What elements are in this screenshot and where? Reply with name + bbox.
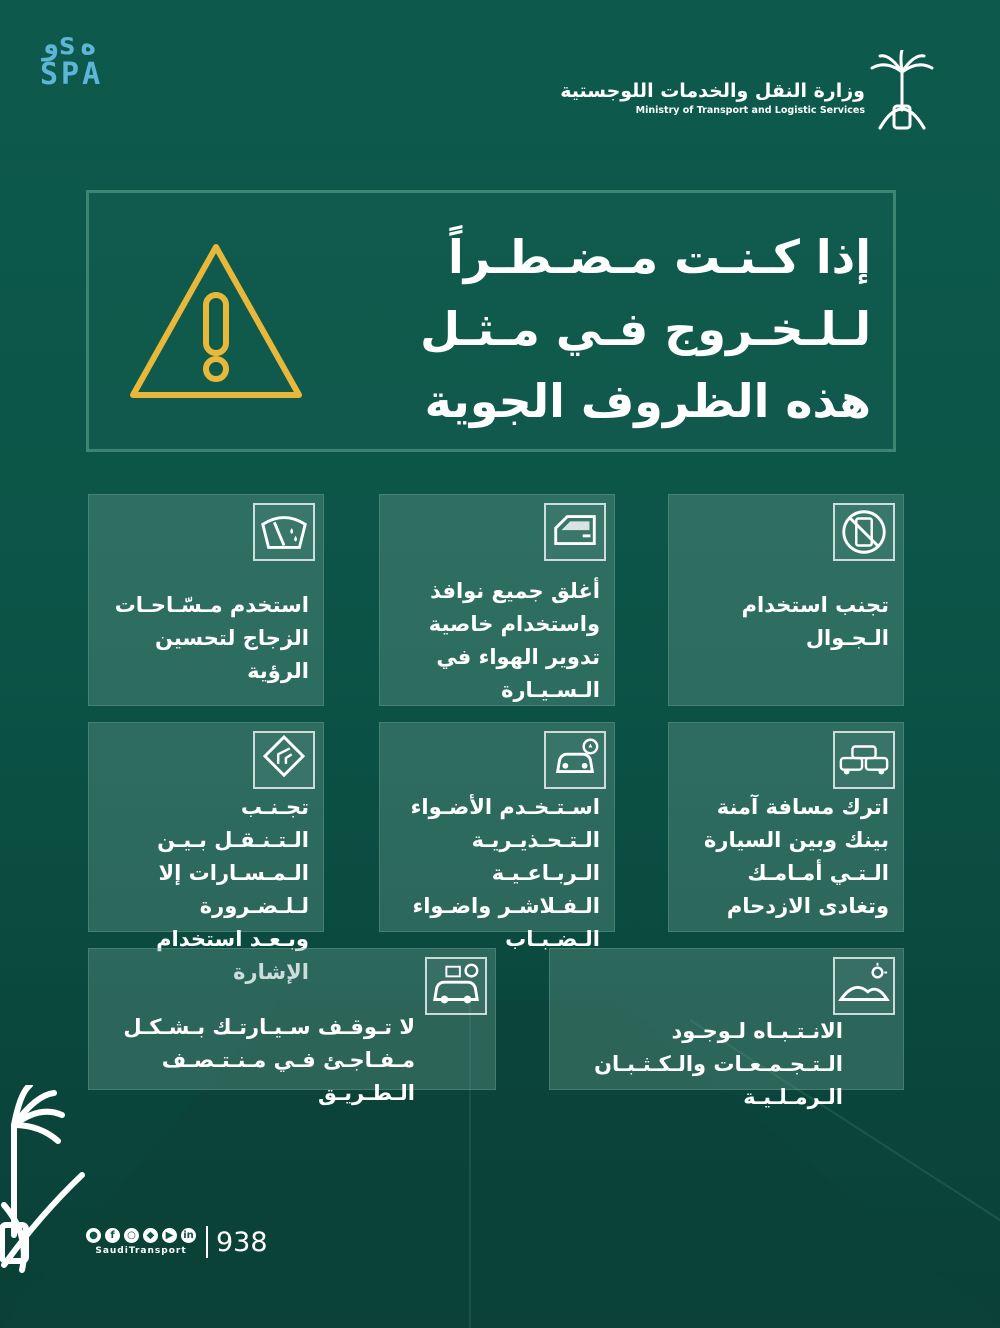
tip-text: استخدم مـسّـاحـات الزجاج لتحسين الرؤية — [114, 593, 309, 683]
ministry-emblem-icon — [866, 50, 938, 132]
facebook-icon[interactable]: f — [105, 1228, 120, 1243]
snapchat-icon[interactable]: ◆ — [143, 1228, 158, 1243]
warning-triangle-icon — [125, 239, 307, 405]
hero-title — [311, 221, 871, 437]
spa-logo — [40, 27, 132, 92]
linkedin-icon[interactable]: in — [181, 1228, 196, 1243]
tip-text: تجنب استخدام الـجـوال — [741, 593, 889, 650]
hero-title-line-2: لـلـخـروج فـي مـثـل — [420, 302, 871, 356]
traffic-cars-icon — [833, 731, 895, 789]
spa-logo-text: SPA — [40, 57, 104, 92]
ministry-name — [560, 80, 865, 116]
hero-title-line-1: إذا كـنـت مـضـطـراً — [447, 230, 871, 284]
spa-logo-top: وsه — [40, 27, 98, 62]
hero-banner — [86, 190, 896, 452]
car-window-icon — [544, 503, 606, 561]
stopped-car-icon — [425, 957, 487, 1015]
tip-text: تجـنـب الـتـنـقـل بـيـن الـمـسـارات إلا لـلـضـرورة وبـعـد استخدام الإشارة — [156, 795, 309, 984]
social-handle: SaudiTransport — [95, 1246, 187, 1256]
tip-card-lane-change — [88, 722, 324, 984]
hazard-lights-car-icon — [544, 731, 606, 789]
tip-card-safe-distance — [668, 722, 904, 932]
tip-card-close-windows — [379, 494, 615, 706]
tip-card-avoid-phone — [668, 494, 904, 706]
tip-card-wipers — [88, 494, 324, 706]
lane-change-sign-icon — [253, 731, 315, 789]
tip-text: لا تـوقـف سـيـارتـك بـشـكـل مـفـاجـئ فـي مـنـتـصـف الـطـريـق — [123, 1015, 415, 1105]
tip-text: اترك مسافة آمنة بينك وبين السيارة الـتـي أمـامـك وتغادى الازدحام — [703, 795, 889, 918]
youtube-icon[interactable]: ▶ — [162, 1228, 177, 1243]
ministry-name-arabic: وزارة النقل والخدمات اللوجستية — [560, 80, 865, 102]
globe-icon[interactable]: ● — [86, 1228, 101, 1243]
instagram-icon[interactable]: ○ — [124, 1228, 139, 1243]
footer — [86, 1222, 268, 1262]
sand-dunes-icon — [833, 957, 895, 1015]
tip-text: اسـتـخـدم الأضـواء الـتـحـذيـريـة الـربـاعـيـة الـفـلاشـر واضـواء الـضـبـاب — [410, 795, 600, 951]
windshield-wiper-icon — [253, 503, 315, 561]
no-phone-icon — [833, 503, 895, 561]
palm-swords-emblem-icon — [0, 1085, 90, 1275]
tip-card-sand-dunes — [549, 948, 904, 1109]
ministry-name-english: Ministry of Transport and Logistic Services — [635, 105, 865, 116]
tip-card-no-sudden-stop — [88, 948, 496, 1105]
tip-card-hazard-lights — [379, 722, 615, 951]
social-links — [86, 1228, 196, 1256]
tip-text: أغلق جميع نوافذ واستخدام خاصية تدوير الهواء في الـسـيـارة — [428, 579, 600, 702]
footer-divider — [206, 1226, 208, 1258]
hero-title-line-3: هذه الظروف الجوية — [424, 374, 871, 428]
hotline-number: 938 — [216, 1226, 268, 1258]
tip-text: الانـتـبـاه لـوجـود الـتـجـمـعـات والـكـثـبـان الـرمـلـيـة — [594, 1019, 843, 1109]
